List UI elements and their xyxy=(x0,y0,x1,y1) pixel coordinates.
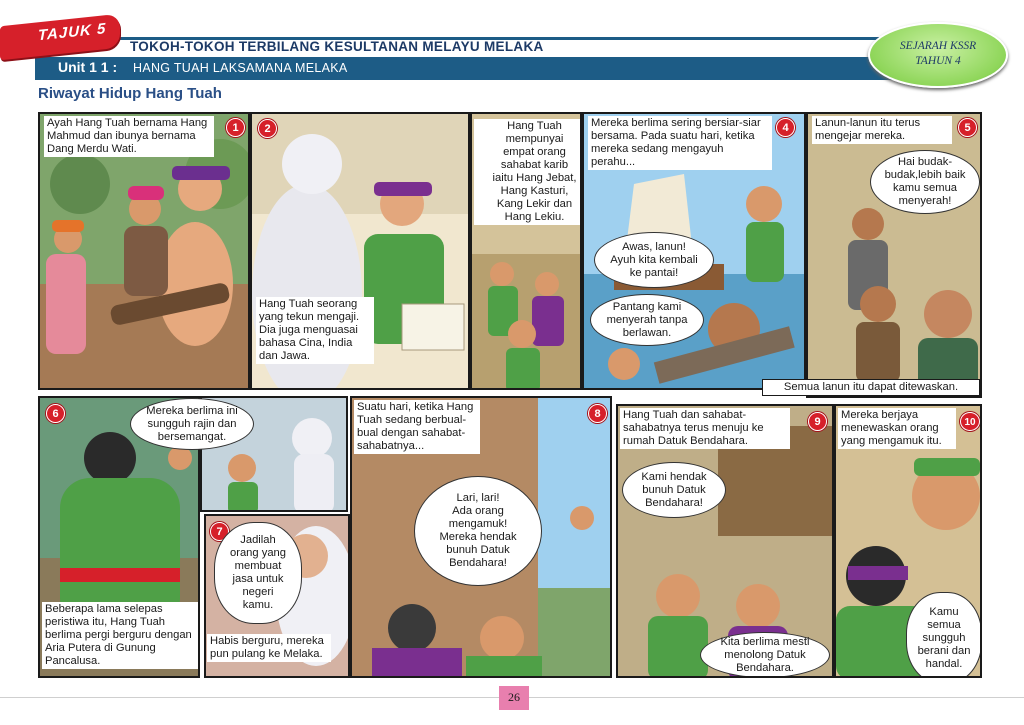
panel-9-caption: Hang Tuah dan sahabat-sahabatnya terus menuju ke rumah Datuk Bendahara. xyxy=(620,408,790,449)
panel-7-caption: Habis berguru, mereka pun pulang ke Melaka. xyxy=(207,634,331,662)
comic-panel-3 xyxy=(470,112,582,390)
panel-8-number: 8 xyxy=(588,404,607,423)
panel-9-speech-bubble-2: Kita berlima mesti menolong Datuk Bendahara. xyxy=(700,632,830,678)
panel-4-number: 4 xyxy=(776,118,795,137)
comic-panel-4 xyxy=(582,112,806,390)
panel-6-speech-bubble: Mereka berlima ini sungguh rajin dan bersemangat. xyxy=(130,398,254,450)
section-title: Riwayat Hidup Hang Tuah xyxy=(38,85,222,102)
panel-10-speech-bubble: Kamu semua sungguh berani dan handal. xyxy=(906,592,982,678)
panel-6-caption: Beberapa lama selepas peristiwa itu, Hang Tuah berlima pergi berguru dengan Aria Putera di Gunung Pancalusa. xyxy=(42,602,200,669)
panel-2-number: 2 xyxy=(258,119,277,138)
panel-4-speech-bubble-2: Pantang kami menyerah tanpa berlawan. xyxy=(590,294,704,346)
panel-9-speech-bubble-1: Kami hendak bunuh Datuk Bendahara! xyxy=(622,462,726,518)
panel-8-caption: Suatu hari, ketika Hang Tuah sedang berbual-bual dengan sahabat-sahabatnya... xyxy=(354,400,480,454)
panel-1-number: 1 xyxy=(226,118,245,137)
panel-10-number: 10 xyxy=(960,412,980,431)
panel-3-caption: Hang Tuah mempunyai empat orang sahabat karib iaitu Hang Jebat, Hang Kasturi, Kang Lekir dan Hang Lekiu. xyxy=(474,119,580,225)
comic-panel-9 xyxy=(616,404,834,678)
comic-panel-1 xyxy=(38,112,250,390)
panel-9-number: 9 xyxy=(808,412,827,431)
panel-5-speech-bubble: Hai budak- budak,lebih baik kamu semua menyerah! xyxy=(870,150,980,214)
panel-5-bottom-caption: Semua lanun itu dapat ditewaskan. xyxy=(762,379,980,396)
panel-1-caption: Ayah Hang Tuah bernama Hang Mahmud dan ibunya bernama Dang Merdu Wati. xyxy=(44,116,214,157)
comic-panel-5 xyxy=(806,112,982,398)
unit-title: HANG TUAH LAKSAMANA MELAKA xyxy=(133,61,348,75)
panel-5-caption: Lanun-lanun itu terus mengejar mereka. xyxy=(812,116,952,144)
badge-year: TAHUN 4 xyxy=(915,55,961,67)
topic-label: TAJUK 5 xyxy=(38,20,107,45)
comic-panel-7 xyxy=(204,514,350,678)
panel-2-caption: Hang Tuah seorang yang tekun mengaji. Dia juga menguasai bahasa Cina, India dan Jawa. xyxy=(256,297,374,364)
unit-label: Unit 1 1 : xyxy=(58,59,118,75)
panel-10-caption: Mereka berjaya menewaskan orang yang mengamuk itu. xyxy=(838,408,956,449)
panel-4-speech-bubble-1: Awas, lanun! Ayuh kita kembali ke pantai! xyxy=(594,232,714,288)
comic-panel-10 xyxy=(834,404,982,678)
chapter-title: TOKOH-TOKOH TERBILANG KESULTANAN MELAYU MELAKA xyxy=(130,39,544,54)
badge-subject: SEJARAH KSSR xyxy=(899,40,977,52)
panel-4-caption: Mereka berlima sering bersiar-siar bersama. Pada suatu hari, ketika mereka sedang mengayuh perahu... xyxy=(588,116,772,170)
page-number: 26 xyxy=(499,686,529,710)
comic-panel-2 xyxy=(250,112,470,390)
panel-7-number: 7 xyxy=(210,522,229,541)
comic-panel-8 xyxy=(350,396,612,678)
panel-8-speech-bubble: Lari, lari! Ada orang mengamuk! Mereka hendak bunuh Datuk Bendahara! xyxy=(414,476,542,586)
panel-7-speech-bubble: Jadilah orang yang membuat jasa untuk negeri kamu. xyxy=(214,522,302,624)
panel-5-number: 5 xyxy=(958,118,977,137)
panel-6-number: 6 xyxy=(46,404,65,423)
